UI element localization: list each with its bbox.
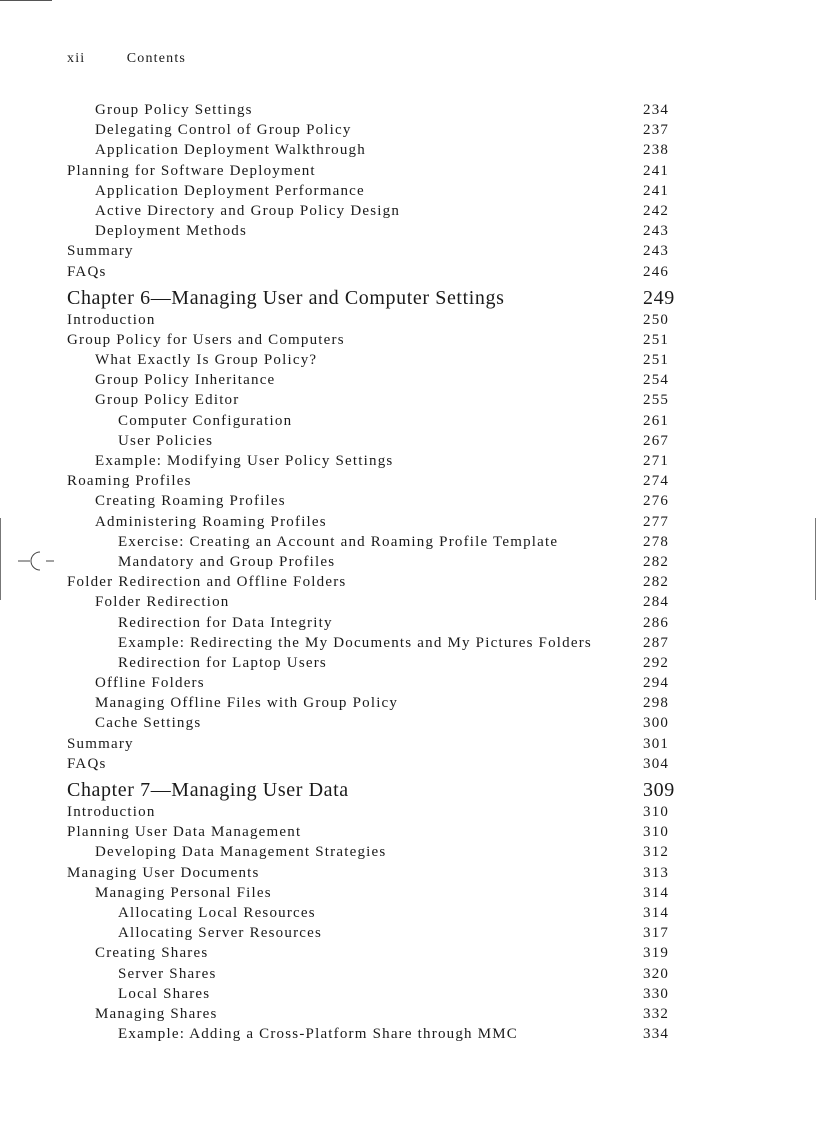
chapter-title: Chapter 6—Managing User and Computer Settings bbox=[67, 286, 505, 309]
toc-page-number: 238 bbox=[643, 142, 670, 159]
toc-page-number: 286 bbox=[643, 614, 670, 631]
toc-entry bbox=[67, 181, 677, 201]
toc-entry-title: Example: Adding a Cross-Platform Share through MMC bbox=[118, 1026, 518, 1043]
toc-entry-title: FAQs bbox=[67, 755, 107, 772]
toc-entry bbox=[67, 693, 677, 713]
toc-page-number: 319 bbox=[643, 945, 670, 962]
toc-page-number: 312 bbox=[643, 844, 670, 861]
toc-page-number: 294 bbox=[643, 675, 670, 692]
running-title: Contents bbox=[126, 51, 187, 66]
toc-entry bbox=[67, 802, 677, 822]
toc-entry bbox=[67, 673, 677, 693]
toc-entry-title: Summary bbox=[67, 243, 134, 260]
registration-mark-icon bbox=[16, 548, 56, 574]
toc-entry bbox=[67, 984, 677, 1004]
toc-entry-title: What Exactly Is Group Policy? bbox=[95, 352, 318, 369]
toc-entry bbox=[67, 241, 677, 261]
toc-page-number: 254 bbox=[643, 372, 670, 389]
chapter-title: Chapter 7—Managing User Data bbox=[67, 779, 349, 801]
toc-entry bbox=[67, 310, 677, 330]
toc-page-number: 301 bbox=[643, 735, 670, 752]
toc-page-number: 282 bbox=[643, 574, 670, 591]
toc-entry-title: Group Policy Editor bbox=[95, 392, 240, 409]
toc-entry-title: Example: Modifying User Policy Settings bbox=[95, 453, 394, 469]
toc-page-number: 234 bbox=[643, 102, 670, 118]
toc-entry-title: Computer Configuration bbox=[118, 412, 293, 429]
toc-page-number: 243 bbox=[643, 243, 670, 260]
toc-entry bbox=[67, 842, 677, 862]
toc-entry-title: Redirection for Laptop Users bbox=[118, 654, 327, 671]
toc-entry bbox=[67, 552, 677, 572]
toc-page-number: 278 bbox=[643, 533, 670, 550]
toc-entry-title: Summary bbox=[67, 735, 134, 752]
toc-entry-title: Redirection for Data Integrity bbox=[118, 614, 333, 631]
toc-entry-title: Application Deployment Performance bbox=[95, 182, 365, 199]
registration-line-left bbox=[0, 518, 1, 600]
toc-entry-title: Planning for Software Deployment bbox=[67, 162, 316, 179]
toc-entry-title: Server Shares bbox=[118, 965, 217, 982]
toc-entry-title: Roaming Profiles bbox=[67, 473, 192, 490]
chapter-heading bbox=[67, 282, 677, 310]
toc-entry-title: Folder Redirection and Offline Folders bbox=[67, 574, 347, 591]
toc-entry bbox=[67, 491, 677, 511]
toc-entry-title: Creating Shares bbox=[95, 945, 209, 962]
toc-page-number: 313 bbox=[643, 864, 670, 881]
toc-entry bbox=[67, 592, 677, 612]
toc-page-number: 242 bbox=[643, 202, 670, 219]
toc-entry-title: Group Policy Settings bbox=[95, 102, 253, 118]
toc-page-number: 292 bbox=[643, 654, 670, 671]
toc-entry bbox=[67, 1024, 677, 1044]
toc-page-number: 250 bbox=[643, 311, 670, 328]
chapter-page-number: 249 bbox=[643, 286, 675, 309]
toc-entry bbox=[67, 350, 677, 370]
toc-page-number: 310 bbox=[643, 804, 670, 820]
crop-mark-top bbox=[0, 0, 52, 1]
toc-entry bbox=[67, 734, 677, 754]
chapter-page-number: 309 bbox=[643, 779, 675, 801]
toc-entry-title: Mandatory and Group Profiles bbox=[118, 553, 336, 570]
toc-entry-title: Delegating Control of Group Policy bbox=[95, 122, 352, 139]
toc-entry bbox=[67, 863, 677, 883]
toc-entry bbox=[67, 100, 677, 120]
toc-entry-title: Group Policy Inheritance bbox=[95, 372, 276, 389]
page-folio: xii bbox=[67, 51, 86, 66]
toc-page-number: 241 bbox=[643, 182, 670, 199]
toc-entry bbox=[67, 161, 677, 181]
toc-page-number: 237 bbox=[643, 122, 670, 139]
chapter-heading bbox=[67, 774, 677, 802]
toc-entry-title: Developing Data Management Strategies bbox=[95, 844, 387, 861]
toc-page-number: 314 bbox=[643, 884, 670, 901]
toc-page-number: 251 bbox=[643, 352, 670, 369]
toc-entry-title: Managing User Documents bbox=[67, 864, 260, 881]
toc-entry bbox=[67, 370, 677, 390]
toc-entry bbox=[67, 120, 677, 140]
toc-page-number: 267 bbox=[643, 432, 670, 449]
toc-page-number: 251 bbox=[643, 331, 670, 348]
toc-entry bbox=[67, 221, 677, 241]
toc-page-number: 243 bbox=[643, 223, 670, 240]
toc-entry bbox=[67, 713, 677, 733]
toc-entry-title: Managing Personal Files bbox=[95, 884, 272, 901]
toc-entry-title: User Policies bbox=[118, 432, 214, 449]
toc-entry-title: Folder Redirection bbox=[95, 594, 230, 611]
toc-page-number: 300 bbox=[643, 715, 670, 732]
toc-entry bbox=[67, 883, 677, 903]
toc-entry bbox=[67, 964, 677, 984]
toc-page-number: 276 bbox=[643, 493, 670, 510]
toc-entry-title: Managing Shares bbox=[95, 1005, 218, 1022]
toc-entry-title: Example: Redirecting the My Documents and My Pictures Folders bbox=[118, 634, 592, 651]
toc-entry bbox=[67, 903, 677, 923]
toc-page-number: 317 bbox=[643, 925, 670, 942]
toc-entry bbox=[67, 572, 677, 592]
toc-entry bbox=[67, 653, 677, 673]
toc-page-number: 241 bbox=[643, 162, 670, 179]
toc-entry-title: Introduction bbox=[67, 311, 156, 328]
toc-entry-title: Offline Folders bbox=[95, 675, 205, 692]
toc-entry-title: Cache Settings bbox=[95, 715, 202, 732]
toc-entry bbox=[67, 822, 677, 842]
toc-page-number: 284 bbox=[643, 594, 670, 611]
toc-entry bbox=[67, 330, 677, 350]
toc-entry bbox=[67, 613, 677, 633]
toc-entry bbox=[67, 1004, 677, 1024]
toc-entry bbox=[67, 201, 677, 221]
toc-entry bbox=[67, 471, 677, 491]
toc-entry-title: Local Shares bbox=[118, 985, 211, 1002]
toc-entry-title: Deployment Methods bbox=[95, 223, 248, 240]
table-of-contents bbox=[67, 100, 677, 1044]
toc-entry-title: Introduction bbox=[67, 804, 156, 820]
toc-page-number: 277 bbox=[643, 513, 670, 530]
toc-entry bbox=[67, 262, 677, 282]
toc-entry-title: Planning User Data Management bbox=[67, 824, 302, 841]
toc-entry bbox=[67, 633, 677, 653]
toc-page-number: 261 bbox=[643, 412, 670, 429]
toc-page-number: 310 bbox=[643, 824, 670, 841]
toc-entry bbox=[67, 431, 677, 451]
toc-entry bbox=[67, 411, 677, 431]
toc-entry bbox=[67, 512, 677, 532]
toc-entry bbox=[67, 532, 677, 552]
toc-entry-title: Allocating Server Resources bbox=[118, 925, 323, 942]
toc-page-number: 255 bbox=[643, 392, 670, 409]
toc-entry bbox=[67, 451, 677, 471]
toc-entry bbox=[67, 754, 677, 774]
toc-entry-title: Creating Roaming Profiles bbox=[95, 493, 286, 510]
toc-entry bbox=[67, 923, 677, 943]
toc-page-number: 282 bbox=[643, 553, 670, 570]
toc-entry-title: Administering Roaming Profiles bbox=[95, 513, 327, 530]
toc-page-number: 304 bbox=[643, 755, 670, 772]
toc-entry-title: Exercise: Creating an Account and Roaming Profile Template bbox=[118, 533, 559, 550]
toc-page-number: 334 bbox=[643, 1026, 670, 1043]
toc-page-number: 320 bbox=[643, 965, 670, 982]
toc-entry bbox=[67, 943, 677, 963]
toc-entry bbox=[67, 390, 677, 410]
toc-entry-title: Group Policy for Users and Computers bbox=[67, 331, 345, 348]
toc-entry-title: Application Deployment Walkthrough bbox=[95, 142, 366, 159]
toc-page-number: 332 bbox=[643, 1005, 670, 1022]
toc-page-number: 274 bbox=[643, 473, 670, 490]
toc-entry-title: FAQs bbox=[67, 263, 107, 280]
running-header bbox=[67, 51, 186, 67]
toc-page-number: 271 bbox=[643, 453, 670, 469]
toc-page-number: 330 bbox=[643, 985, 670, 1002]
toc-page-number: 298 bbox=[643, 695, 670, 712]
toc-page-number: 314 bbox=[643, 904, 670, 921]
toc-page-number: 246 bbox=[643, 263, 670, 280]
toc-entry-title: Active Directory and Group Policy Design bbox=[95, 202, 401, 219]
toc-page-number: 287 bbox=[643, 634, 670, 651]
toc-entry-title: Allocating Local Resources bbox=[118, 904, 316, 921]
toc-entry bbox=[67, 140, 677, 160]
toc-entry-title: Managing Offline Files with Group Policy bbox=[95, 695, 399, 712]
